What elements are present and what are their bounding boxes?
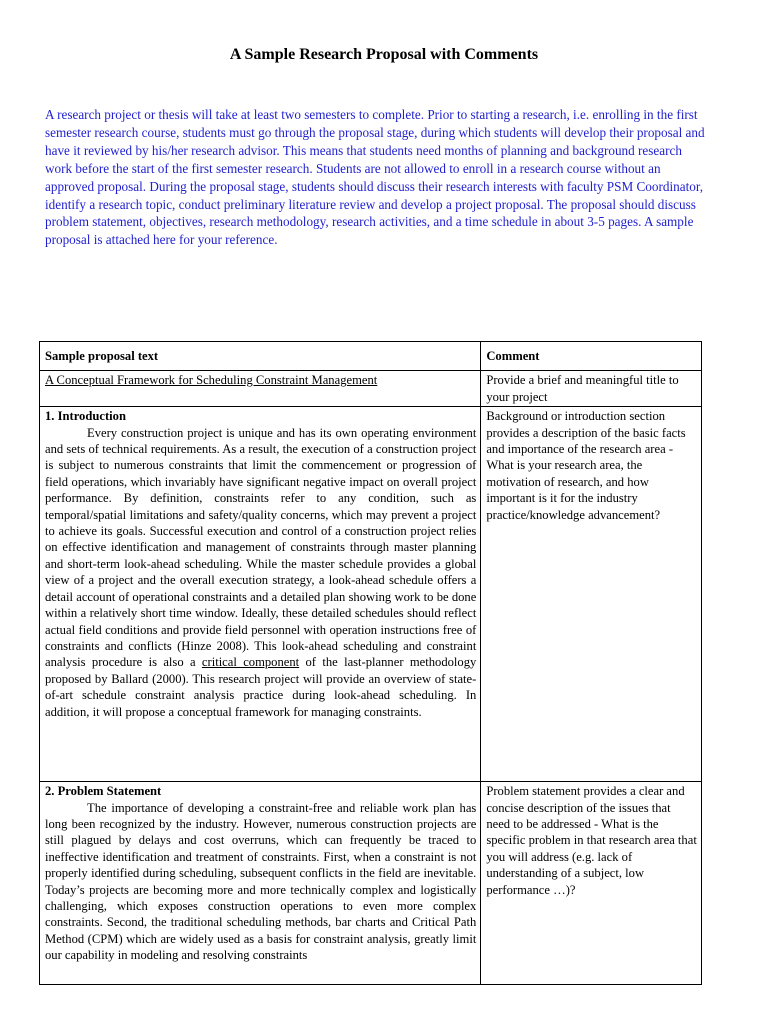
introduction-comment-cell bbox=[481, 407, 702, 782]
introduction-underlined-term: critical component bbox=[201, 655, 300, 670]
problem-statement-cell bbox=[40, 782, 481, 985]
title-cell bbox=[40, 371, 481, 407]
introduction-heading: 1. Introduction bbox=[45, 409, 126, 424]
table-row-title bbox=[40, 371, 702, 407]
introduction-cell bbox=[40, 407, 481, 782]
project-title: A Conceptual Framework for Scheduling Constraint Management bbox=[45, 373, 378, 388]
intro-paragraph: A research project or thesis will take at least two semesters to complete. Prior to starting a research, i.e. enrolling in the first semester research course, students must go through the proposal stage, during which students will develop their proposal and have it reviewed by his/her research advisor. This means that students need months of planning and background research work before the start of the first semester research. Students are not allowed to enroll in a research course without an approved proposal. During the proposal stage, students should discuss their research interests with faculty PSM Coordinator, identify a research topic, conduct preliminary literature review and develop a project proposal. The proposal should discuss problem statement, objectives, research methodology, research activities, and a time schedule in about 3-5 pages. A sample proposal is attached here for your reference. bbox=[45, 107, 705, 248]
proposal-table bbox=[39, 341, 702, 985]
header-comment: Comment bbox=[481, 342, 702, 371]
problem-statement-text: The importance of developing a constraint-free and reliable work plan has long been recognized by the industry. However, numerous construction projects are still plagued by delays and cost overruns, which can frequently be traced to ineffective identification and treatment of constraints. First, when a constraint is not properly identified during scheduling, subsequent conflicts in the field are inevitable. Today’s projects are becoming more and more technically complex and logistically challenging, which exposes construction operations to even more complex constraints. Second, the traditional scheduling methods, bar charts and Critical Path Method (CPM) which are widely used as a basis for constraint analysis, greatly limit our capability in modeling and resolving constraints bbox=[45, 800, 477, 963]
introduction-text-part2: of the last-planner methodology proposed by Ballard (2000). This research project will provide an overview of state-of-art schedule constraint analysis practice during look-ahead scheduling. In addition, it will propose a conceptual framework for managing constraints. bbox=[45, 655, 477, 719]
introduction-text bbox=[45, 425, 476, 720]
table-row-problem-statement bbox=[40, 782, 702, 985]
problem-statement-heading: 2. Problem Statement bbox=[45, 784, 162, 799]
introduction-comment: Background or introduction section provides a description of the basic facts and importance of the research area - What is your research area, the motivation of research, and how important is it for the industry practice/knowledge advancement? bbox=[486, 409, 686, 522]
introduction-text-part1: Every construction project is unique and has its own operating environment and sets of technical requirements. As a result, the execution of a construction project is subject to numerous constraints that limit the commencement or progression of field operations, which invariably have significant negative impact on overall project performance. By definition, constraints refer to any condition, such as temporal/spatial limitations and safety/quality concerns, which may prevent a project to achieve its goals. Successful execution and control of a construction project relies on effective identification and management of constraints through master planning and short-term look-ahead scheduling. While the master schedule provides a global view of a project and the overall execution strategy, a look-ahead schedule offers a detail account of operational constraints and a detailed plan showing work to be done within a relatively short time window. Ideally, these detailed schedules should reflect actual field conditions and provide field personnel with operation instructions free of constraints and conflicts (Hinze 2008). This look-ahead scheduling and constraint analysis procedure is also a bbox=[45, 425, 477, 670]
table-header-row bbox=[40, 342, 702, 371]
problem-statement-comment: Problem statement provides a clear and concise description of the issues that need to be addressed - What is the specific problem in that research area that you will address (e.g. lack of understanding of a subject, low performance …)? bbox=[486, 784, 697, 897]
problem-statement-comment-cell bbox=[481, 782, 702, 985]
table-row-introduction bbox=[40, 407, 702, 782]
title-comment-cell bbox=[481, 371, 702, 407]
title-comment: Provide a brief and meaningful title to your project bbox=[486, 373, 679, 404]
header-sample-text: Sample proposal text bbox=[40, 342, 481, 371]
page-title: A Sample Research Proposal with Comments bbox=[229, 46, 539, 63]
